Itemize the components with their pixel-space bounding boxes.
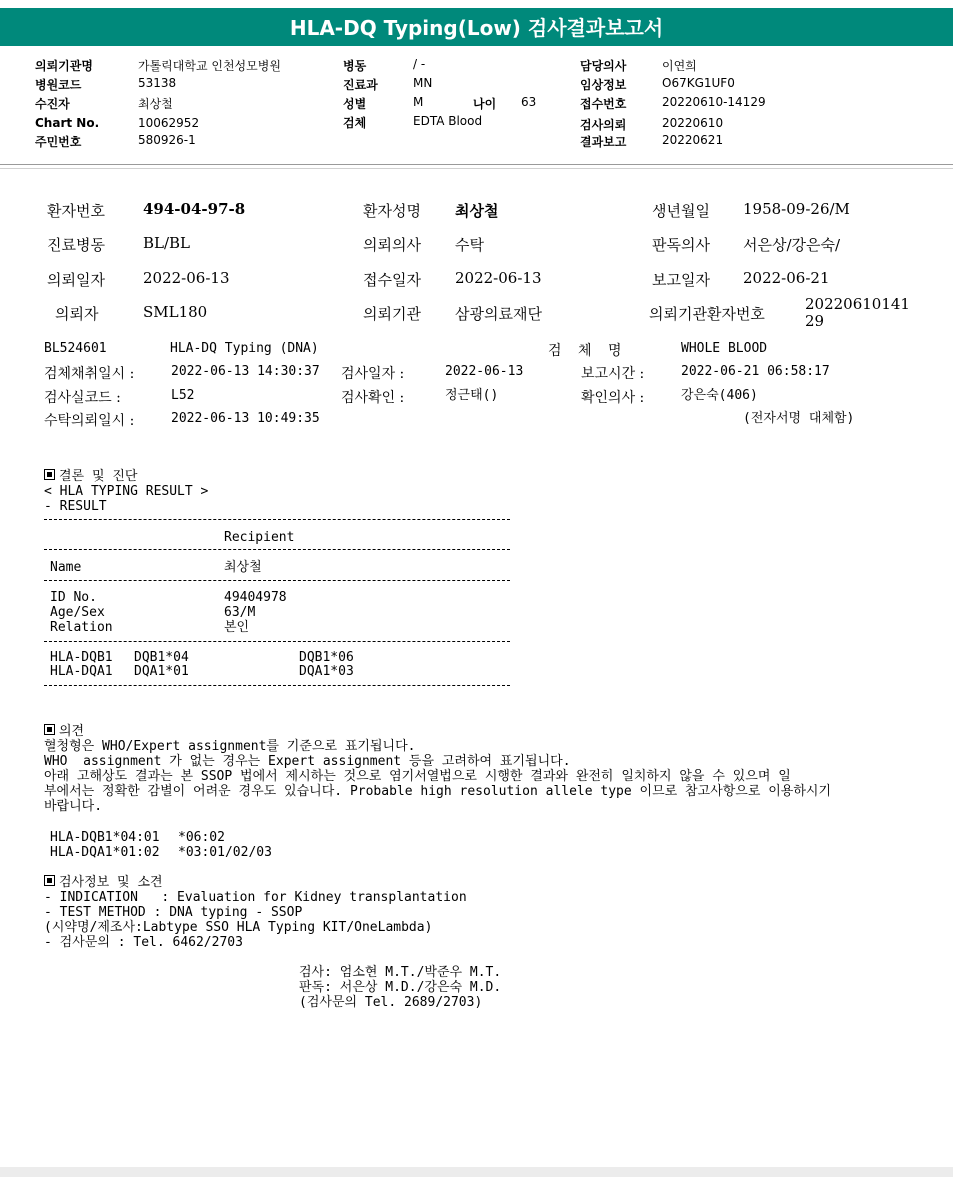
filled-square-icon (44, 724, 55, 735)
value-org-patient-no: 2022061014129 (805, 295, 910, 330)
value-test-request: 20220610 (662, 116, 724, 130)
value-department: MN (413, 76, 433, 90)
value-entrust-time: 2022-06-13 10:49:35 (171, 411, 320, 426)
value-clinical-info: O67KG1UF0 (662, 76, 735, 90)
label-specimen: 검체 (343, 116, 367, 130)
label-specimen-name: 검 체 명 (548, 343, 628, 359)
result-heading (44, 469, 137, 484)
label-birthdate: 생년월일 (652, 202, 710, 220)
result-heading-text: 결론 및 진단 (59, 469, 138, 484)
value-test-confirm: 정근태() (445, 388, 499, 403)
value-physician: 이연희 (662, 59, 697, 73)
label-requesting-org: 의뢰기관 (363, 305, 421, 323)
signoff-line: (검사문의 Tel. 2689/2703) (299, 995, 483, 1010)
typing-locus: HLA-DQA1 (50, 664, 113, 679)
hr-allele-alt: *03:01/02/03 (178, 845, 272, 860)
dashed-divider (44, 685, 510, 686)
hr-allele-locus: HLA-DQA1*01:02 (50, 845, 160, 860)
value-ward-2: BL/BL (143, 234, 191, 252)
label-requester-org: 의뢰기관명 (35, 59, 93, 73)
footer-bar (0, 1167, 953, 1177)
value-birthdate: 1958-09-26/M (743, 200, 850, 218)
exam-code: BL524601 (44, 341, 107, 356)
signoff-line: 검사: 엄소현 M.T./박준우 M.T. (299, 965, 502, 980)
label-clinical-info: 임상정보 (580, 78, 627, 92)
label-receipt-date: 접수일자 (363, 271, 421, 289)
dashed-divider (44, 580, 510, 581)
dashed-divider (44, 549, 510, 550)
value-patient-name: 최상철 (455, 202, 499, 220)
result-subtitle: < HLA TYPING RESULT > (44, 484, 209, 499)
relation-value: 본인 (224, 620, 250, 635)
dashed-divider (44, 519, 510, 520)
opinion-heading (44, 724, 84, 739)
info-line: - INDICATION : Evaluation for Kidney transplantation (44, 890, 467, 905)
hr-allele-locus: HLA-DQB1*04:01 (50, 830, 160, 845)
label-result-report: 결과보고 (580, 135, 627, 149)
filled-square-icon (44, 875, 55, 886)
label-lab-code: 검사실코드 : (44, 390, 121, 406)
value-hospital-code: 53138 (138, 76, 177, 90)
agesex-value: 63/M (224, 605, 256, 620)
filled-square-icon (44, 469, 55, 480)
value-receipt-date: 2022-06-13 (455, 269, 542, 287)
value-ward: / - (413, 57, 426, 71)
label-confirm-doctor: 확인의사 : (581, 390, 645, 406)
label-hospital-code: 병원코드 (35, 78, 82, 92)
opinion-line: 혈청형은 WHO/Expert assignment를 기준으로 표기됩니다. (44, 739, 416, 754)
header-divider-light (0, 168, 953, 169)
label-patient-no: 환자번호 (47, 202, 105, 220)
value-requesting-org: 삼광의료재단 (455, 305, 542, 323)
label-physician: 담당의사 (580, 59, 627, 73)
opinion-line: 바랍니다. (44, 799, 103, 814)
typing-allele-1: DQA1*01 (134, 664, 189, 679)
label-requesting-doctor: 의뢰의사 (363, 236, 421, 254)
label-patient-name: 환자성명 (363, 202, 421, 220)
value-age: 63 (521, 95, 537, 109)
label-org-patient-no: 의뢰기관환자번호 (649, 305, 765, 323)
hr-allele-alt: *06:02 (178, 830, 225, 845)
value-sex: M (413, 95, 424, 109)
info-heading-text: 검사정보 및 소견 (59, 875, 163, 890)
value-report-date: 2022-06-21 (743, 269, 830, 287)
value-receipt-no: 20220610-14129 (662, 95, 766, 109)
info-heading (44, 875, 163, 890)
value-collect-time: 2022-06-13 14:30:37 (171, 364, 320, 379)
value-report-time: 2022-06-21 06:58:17 (681, 364, 830, 379)
label-ward: 병동 (343, 59, 367, 73)
label-age: 나이 (473, 97, 497, 111)
label-report-time: 보고시간 : (581, 366, 645, 382)
value-test-date: 2022-06-13 (445, 364, 524, 379)
value-specimen: EDTA Blood (413, 114, 483, 128)
value-confirm-doctor: 강은숙(406) (681, 388, 758, 403)
label-reading-doctor: 판독의사 (652, 236, 710, 254)
exam-name: HLA-DQ Typing (DNA) (170, 341, 319, 356)
label-ward-2: 진료병동 (47, 236, 105, 254)
value-result-report: 20220621 (662, 133, 724, 147)
header-divider (0, 164, 953, 165)
value-request-date: 2022-06-13 (143, 269, 230, 287)
report-title: HLA-DQ Typing(Low) 검사결과보고서 (0, 8, 953, 46)
signoff-line: 판독: 서은상 M.D./강은숙 M.D. (299, 980, 502, 995)
relation-label: Relation (50, 620, 113, 635)
typing-locus: HLA-DQB1 (50, 650, 113, 665)
opinion-line: 부에서는 정확한 감별이 어려운 경우도 있습니다. Probable high resolution allele type 이므로 참고사항으로 이용하시기 (44, 784, 831, 799)
value-patient-no: 494-04-97-8 (143, 200, 246, 218)
value-chart-no: 10062952 (138, 116, 200, 130)
id-value: 49404978 (224, 590, 287, 605)
recipient-header: Recipient (224, 530, 295, 545)
label-report-date: 보고일자 (652, 271, 710, 289)
dashed-divider (44, 641, 510, 642)
label-department: 진료과 (343, 78, 378, 92)
value-lab-code: L52 (171, 388, 195, 403)
result-subheading: - RESULT (44, 499, 107, 514)
label-collect-time: 검체채취일시 : (44, 366, 135, 382)
label-resident-no: 주민번호 (35, 135, 82, 149)
label-test-confirm: 검사확인 : (341, 390, 405, 406)
agesex-label: Age/Sex (50, 605, 105, 620)
header-info (0, 56, 953, 164)
opinion-line: 아래 고해상도 결과는 본 SSOP 법에서 제시하는 것으로 염기서열법으로 시행한 결과와 완전히 일치하지 않을 수 있으며 일 (44, 769, 791, 784)
name-label: Name (50, 560, 82, 575)
value-requesting-doctor: 수탁 (455, 236, 484, 254)
info-line: - TEST METHOD : DNA typing - SSOP (44, 905, 303, 920)
label-examinee: 수진자 (35, 97, 70, 111)
value-requester: SML180 (143, 303, 208, 321)
label-requester: 의뢰자 (55, 305, 99, 323)
opinion-line: WHO assignment 가 없는 경우는 Expert assignment 등을 고려하여 표기됩니다. (44, 754, 571, 769)
label-chart-no: Chart No. (35, 116, 100, 130)
label-sex: 성별 (343, 97, 367, 111)
typing-allele-1: DQB1*04 (134, 650, 189, 665)
value-reading-doctor: 서은상/강은숙/ (743, 236, 841, 254)
info-line: (시약명/제조사:Labtype SSO HLA Typing KIT/OneLambda) (44, 920, 433, 935)
label-test-date: 검사일자 : (341, 366, 405, 382)
esign-note: (전자서명 대체함) (743, 411, 855, 426)
typing-allele-2: DQB1*06 (299, 650, 354, 665)
value-examinee: 최상철 (138, 97, 173, 111)
id-label: ID No. (50, 590, 97, 605)
label-test-request: 검사의뢰 (580, 118, 627, 132)
info-line: - 검사문의 : Tel. 6462/2703 (44, 935, 243, 950)
value-requester-org: 가톨릭대학교 인천성모병원 (138, 59, 281, 73)
label-request-date: 의뢰일자 (47, 271, 105, 289)
label-receipt-no: 접수번호 (580, 97, 627, 111)
typing-allele-2: DQA1*03 (299, 664, 354, 679)
label-entrust-time: 수탁의뢰일시 : (44, 413, 135, 429)
name-value: 최상철 (224, 560, 262, 575)
value-resident-no: 580926-1 (138, 133, 196, 147)
opinion-heading-text: 의견 (59, 724, 85, 739)
value-specimen-name: WHOLE BLOOD (681, 341, 768, 356)
